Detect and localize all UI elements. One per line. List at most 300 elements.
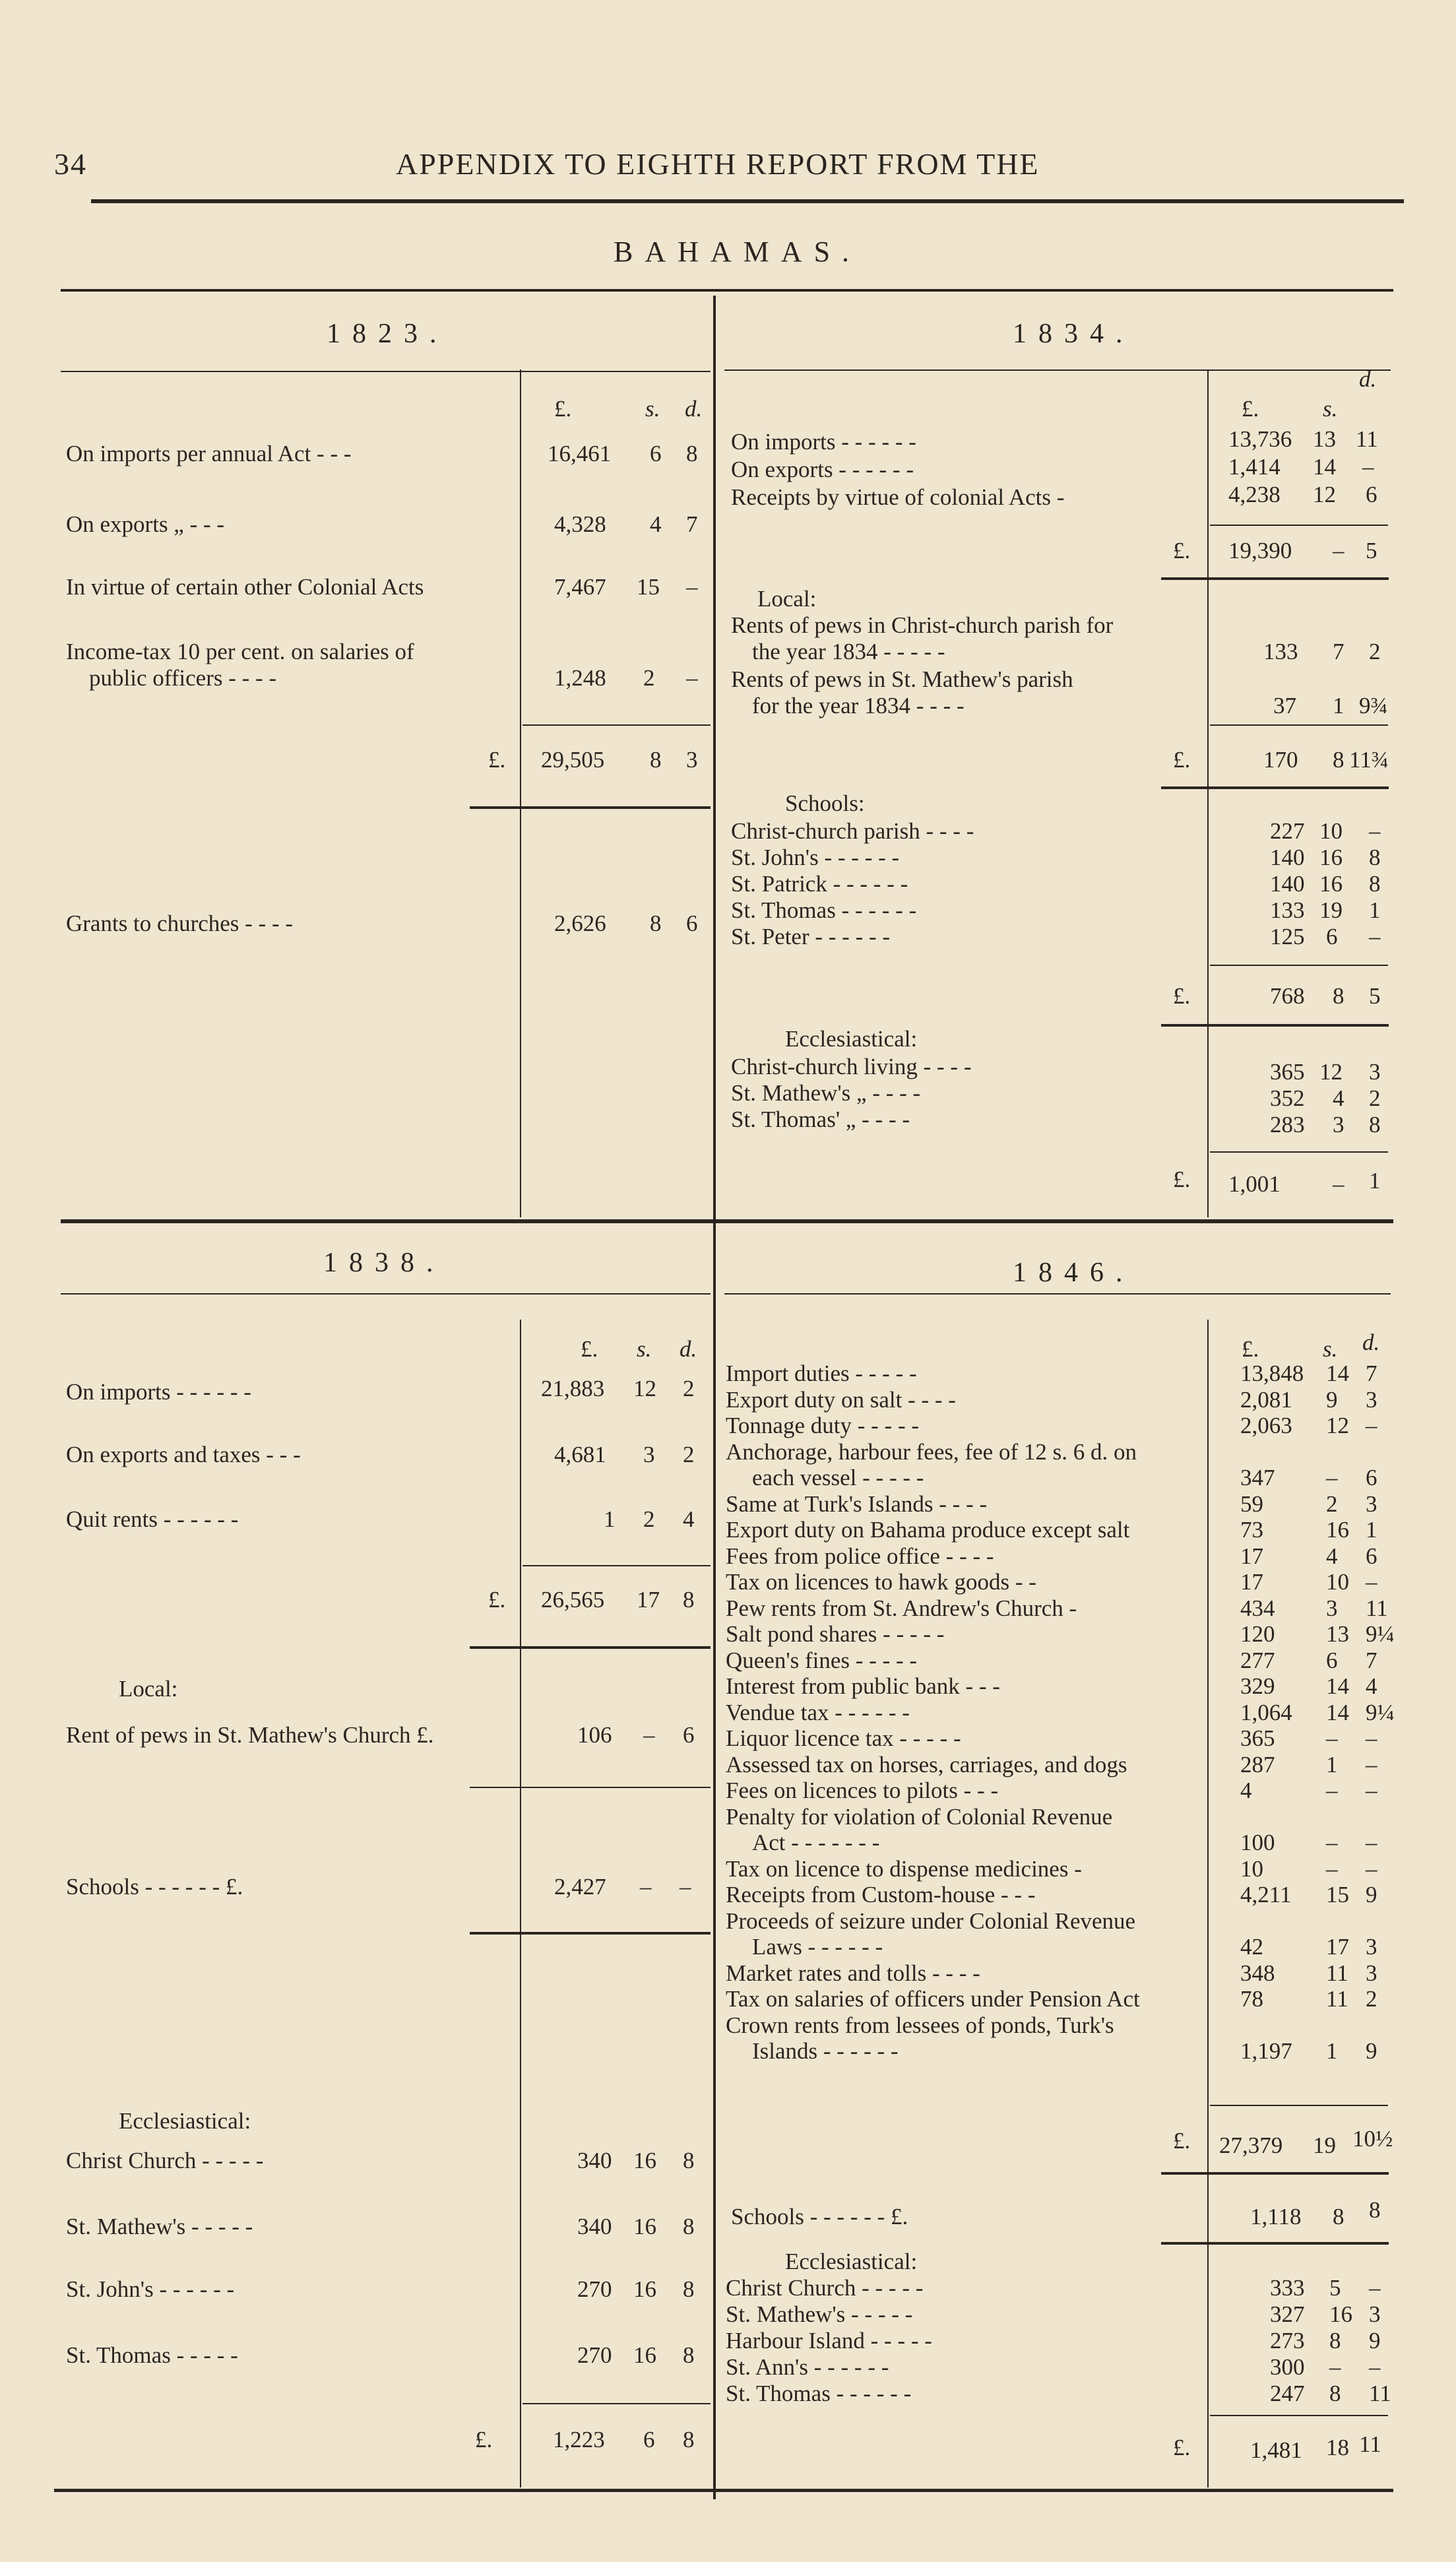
- row-1834-school-peter-s: 6: [1326, 924, 1338, 949]
- row-1846-pence: 9: [1366, 2038, 1377, 2064]
- local-1834-heading: Local:: [757, 586, 817, 612]
- row-1846-eccl-shillings: 8: [1329, 2328, 1341, 2354]
- center-divider: [713, 296, 716, 2499]
- row-1846-pence: 2: [1366, 1986, 1377, 2012]
- row-1846-pence: 3: [1366, 1960, 1377, 1986]
- row-1834-eccl-thomas-s: 3: [1333, 1112, 1345, 1137]
- row-1823-colonial: In virtue of certain other Colonial Acts: [66, 574, 424, 600]
- row-1846-label: Fees on licences to pilots - - -: [726, 1777, 999, 1803]
- year-1834-title: 1834.: [1013, 319, 1135, 349]
- row-1838-eccl-christ-s: 16: [633, 2148, 656, 2173]
- local-1838-heading: Local:: [119, 1676, 178, 1702]
- row-1838-imports-p: 21,883: [541, 1376, 605, 1401]
- row-1846-eccl-pounds: 247: [1270, 2381, 1305, 2406]
- year-1838-title: 1838.: [323, 1248, 445, 1278]
- row-1846-pounds: 17: [1240, 1543, 1263, 1569]
- row-1834-school-christ-p: 227: [1270, 818, 1305, 844]
- row-1823-colonial-p: 7,467: [554, 574, 606, 600]
- row-1846-pence: 1: [1366, 1517, 1377, 1543]
- row-1838-quitrents-d: 4: [683, 1506, 695, 1532]
- rule-1846-top: [724, 1293, 1391, 1295]
- row-1834-school-john-d: 8: [1369, 845, 1381, 870]
- row-1834-school-christ-d: –: [1369, 818, 1381, 844]
- local-1834-total-s: 8: [1333, 747, 1345, 773]
- row-1834-imports-p: 13,736: [1228, 426, 1292, 452]
- row-1838-eccl-thomas: St. Thomas - - - - -: [66, 2342, 238, 2368]
- row-1846-pence: –: [1366, 1569, 1377, 1595]
- row-1834-imports: On imports - - - - - -: [731, 429, 916, 455]
- bottom-rule: [54, 2489, 1393, 2492]
- row-1823-imports-d: 8: [686, 441, 698, 466]
- row-1823-imports-p: 16,461: [548, 441, 612, 466]
- eccl-1838-total-s: 6: [643, 2427, 655, 2452]
- row-1834-pews-christ: Rents of pews in Christ-church parish for: [731, 612, 1114, 638]
- row-1834-school-thomas: St. Thomas - - - - - -: [731, 897, 917, 923]
- row-1838-schools-d: –: [680, 1874, 691, 1900]
- total-1834-p: 19,390: [1228, 538, 1292, 563]
- row-1846-shillings: 16: [1326, 1517, 1349, 1543]
- row-1846-schools-s: 8: [1333, 2204, 1345, 2229]
- row-1846-pounds: 2,081: [1240, 1386, 1292, 1413]
- row-1846-schools: Schools - - - - - - £.: [731, 2204, 908, 2229]
- rule-1846-eccl: [1161, 2242, 1389, 2245]
- row-1823-income-tax-d: –: [686, 665, 698, 691]
- row-1846-label: Tonnage duty - - - - -: [726, 1413, 920, 1438]
- row-1846-shillings: 2: [1326, 1490, 1338, 1517]
- rule-1846-total: [1210, 2105, 1388, 2106]
- row-1823-exports-d: 7: [686, 511, 698, 537]
- row-1846-pounds: 120: [1240, 1621, 1275, 1647]
- eccl-1846-total-d: 11: [1359, 2431, 1381, 2457]
- row-1846-pounds: 2,063: [1240, 1413, 1292, 1438]
- eccl-1834-total-d: 1: [1369, 1168, 1381, 1194]
- row-1846-pounds: 1,064: [1240, 1699, 1292, 1725]
- section-rule: [61, 289, 1393, 292]
- row-1846-pence: 6: [1366, 1543, 1377, 1569]
- row-1823-exports-p: 4,328: [554, 511, 606, 537]
- row-1846-eccl-pounds: 300: [1270, 2354, 1305, 2380]
- row-1846-pounds: 277: [1240, 1647, 1275, 1673]
- row-1834-pews-mathew-s: 1: [1333, 693, 1345, 719]
- row-1834-pews-christ-s: 7: [1333, 639, 1345, 664]
- col-pence-1823: d.: [685, 396, 703, 422]
- row-1846-pounds: 59: [1240, 1490, 1263, 1517]
- row-1846-eccl-shillings: –: [1329, 2354, 1341, 2380]
- col-pounds-1823: £.: [554, 396, 572, 422]
- row-1846-pence: 9: [1366, 1882, 1377, 1907]
- row-1838-eccl-thomas-s: 16: [633, 2342, 656, 2368]
- row-1823-colonial-d: –: [686, 574, 698, 600]
- year-1823-title: 1823.: [327, 319, 449, 349]
- row-1846-shillings: –: [1326, 1830, 1338, 1855]
- total-1838-p: 26,565: [541, 1587, 605, 1613]
- row-1846-schools-p: 1,118: [1250, 2204, 1302, 2229]
- row-1846-pounds: 287: [1240, 1751, 1275, 1777]
- total-1823-label: £.: [488, 747, 506, 773]
- row-1834-school-peter-p: 125: [1270, 924, 1305, 949]
- row-1846-pence: –: [1366, 1855, 1377, 1882]
- col-pence-1834: d.: [1359, 366, 1377, 392]
- row-1834-school-christ: Christ-church parish - - - -: [731, 818, 974, 844]
- row-1823-income-tax-2: public officers - - - -: [89, 665, 277, 691]
- rule-1834-eccl-total: [1210, 1151, 1388, 1153]
- row-1834-exports-d: –: [1362, 454, 1374, 480]
- row-1838-exports: On exports and taxes - - -: [66, 1442, 301, 1467]
- col-pence-1846: d.: [1362, 1329, 1380, 1355]
- eccl-1846-total-p: 1,481: [1250, 2437, 1302, 2463]
- row-1834-eccl-thomas-d: 8: [1369, 1112, 1381, 1137]
- row-1838-exports-d: 2: [683, 1442, 695, 1467]
- row-1846-eccl-pounds: 327: [1270, 2301, 1305, 2327]
- year-1846-title: 1846.: [1013, 1258, 1135, 1288]
- row-1846-pounds: 329: [1240, 1673, 1275, 1699]
- row-1838-eccl-john: St. John's - - - - - -: [66, 2276, 235, 2302]
- row-1846-schools-d: 8: [1369, 2197, 1381, 2223]
- row-1834-eccl-thomas: St. Thomas' „ - - - -: [731, 1106, 910, 1132]
- row-1846-label: Proceeds of seizure under Colonial Revenue: [726, 1907, 1136, 1934]
- row-1838-pews-p: 106: [577, 1722, 612, 1748]
- row-1846-pence: –: [1366, 1413, 1377, 1438]
- row-1846-label: Vendue tax - - - - - -: [726, 1699, 910, 1725]
- rule-1823-total: [522, 724, 711, 726]
- rule-1834-total: [1210, 525, 1388, 526]
- row-1846-shillings: 9: [1326, 1386, 1338, 1413]
- row-1846-pence: –: [1366, 1725, 1377, 1751]
- row-1846-pounds: 100: [1240, 1830, 1275, 1855]
- row-1846-eccl-label: St. Mathew's - - - - -: [726, 2301, 913, 2327]
- row-1846-label: Import duties - - - - -: [726, 1361, 917, 1386]
- row-1834-pews-christ-p: 133: [1263, 639, 1298, 664]
- row-1834-colonial-d: 6: [1366, 482, 1377, 507]
- row-1846-shillings: 14: [1326, 1361, 1349, 1386]
- row-1846-shillings: 10: [1326, 1569, 1349, 1595]
- row-1846-shillings: –: [1326, 1855, 1338, 1882]
- row-1823-grants-p: 2,626: [554, 911, 606, 936]
- total-1823-s: 8: [650, 747, 662, 773]
- row-1834-eccl-mathew: St. Mathew's „ - - - -: [731, 1080, 921, 1106]
- row-1846-label: Queen's fines - - - - -: [726, 1647, 918, 1673]
- row-1846-pence: 3: [1366, 1490, 1377, 1517]
- eccl-1838-heading: Ecclesiastical:: [119, 2108, 251, 2134]
- col-pounds-1838: £.: [581, 1336, 598, 1362]
- row-1823-exports-s: 4: [650, 511, 662, 537]
- row-1846-eccl-pounds: 273: [1270, 2328, 1305, 2354]
- rule-1838-schools: [470, 1787, 711, 1788]
- row-1846-pounds: 434: [1240, 1595, 1275, 1621]
- row-1846-label: Market rates and tolls - - - -: [726, 1960, 980, 1986]
- row-1846-shillings: 1: [1326, 1751, 1338, 1777]
- eccl-1846-total-label: £.: [1173, 2435, 1191, 2460]
- schools-1834-heading: Schools:: [785, 790, 865, 816]
- row-1838-eccl-john-p: 270: [577, 2276, 612, 2302]
- row-1838-eccl-mathew-d: 8: [683, 2214, 695, 2239]
- row-1823-grants-d: 6: [686, 911, 698, 936]
- eccl-1834-heading: Ecclesiastical:: [785, 1026, 918, 1052]
- row-1838-pews-d: 6: [683, 1722, 695, 1748]
- row-1846-eccl-shillings: 8: [1329, 2381, 1341, 2406]
- row-1834-school-thomas-p: 133: [1270, 897, 1305, 923]
- row-1823-imports-s: 6: [650, 441, 662, 466]
- row-1838-quitrents: Quit rents - - - - - -: [66, 1506, 239, 1532]
- rule-1834-schools-total: [1210, 965, 1388, 966]
- row-1846-shillings: 15: [1326, 1882, 1349, 1907]
- header-rule: [91, 199, 1404, 203]
- eccl-1838-total-label: £.: [475, 2427, 493, 2452]
- row-1838-quitrents-p: 1: [604, 1506, 616, 1532]
- row-1846-label: Liquor licence tax - - - - -: [726, 1725, 961, 1751]
- row-1846-eccl-pounds: 333: [1270, 2275, 1305, 2301]
- row-1834-exports-p: 1,414: [1228, 454, 1281, 480]
- row-1834-colonial: Receipts by virtue of colonial Acts -: [731, 484, 1065, 510]
- rule-1846-schools: [1161, 2172, 1389, 2175]
- row-1846-label: Receipts from Custom-house - - -: [726, 1882, 1036, 1907]
- total-1846-d: 10½: [1352, 2126, 1393, 2152]
- row-1846-label: Salt pond shares - - - - -: [726, 1621, 945, 1647]
- row-1846-label: Crown rents from lessees of ponds, Turk's: [726, 2012, 1114, 2038]
- eccl-1838-total-d: 8: [683, 2427, 695, 2452]
- eccl-1834-total-p: 1,001: [1228, 1171, 1281, 1197]
- rule-1823-grants: [470, 806, 711, 809]
- row-1846-label: Assessed tax on horses, carriages, and dogs: [726, 1751, 1127, 1777]
- page-number: 34: [54, 147, 87, 181]
- row-1846-pence: 9¼: [1366, 1699, 1395, 1725]
- row-1838-exports-p: 4,681: [554, 1442, 606, 1467]
- row-1823-income-tax-s: 2: [643, 665, 655, 691]
- row-1834-school-patrick-s: 16: [1319, 871, 1343, 897]
- row-1846-label-cont: each vessel - - - - -: [752, 1465, 924, 1490]
- row-1834-pews-christ-d: 2: [1369, 639, 1381, 664]
- row-1834-school-christ-s: 10: [1319, 818, 1343, 844]
- rule-1834-schools: [1161, 786, 1389, 789]
- row-1846-label: Interest from public bank - - -: [726, 1673, 1000, 1699]
- rule-1838-eccl-total: [522, 2403, 711, 2404]
- col-shillings-1846: s.: [1323, 1336, 1338, 1362]
- rule-1834-local-total: [1210, 724, 1388, 726]
- row-1838-quitrents-s: 2: [643, 1506, 655, 1532]
- total-1846-p: 27,379: [1219, 2132, 1283, 2158]
- row-1838-eccl-mathew-p: 340: [577, 2214, 612, 2239]
- total-1846-s: 19: [1313, 2132, 1336, 2158]
- row-1846-eccl-shillings: 5: [1329, 2275, 1341, 2301]
- row-1846-shillings: 4: [1326, 1543, 1338, 1569]
- row-1846-pounds: 73: [1240, 1517, 1263, 1543]
- row-1846-pence: –: [1366, 1777, 1377, 1803]
- row-1834-school-thomas-d: 1: [1369, 897, 1381, 923]
- total-1834-label: £.: [1173, 538, 1191, 563]
- row-1846-pounds: 347: [1240, 1465, 1275, 1490]
- rule-1834-local: [1161, 577, 1389, 580]
- row-1834-pews-mathew: Rents of pews in St. Mathew's parish: [731, 666, 1073, 692]
- row-1823-exports: On exports „ - - -: [66, 511, 225, 537]
- row-1834-exports: On exports - - - - - -: [731, 457, 914, 482]
- left-money-divider-top: [520, 369, 521, 1217]
- rule-1838-eccl: [470, 1932, 711, 1935]
- col-pounds-1834: £.: [1242, 396, 1259, 422]
- local-1834-total-label: £.: [1173, 747, 1191, 773]
- row-1838-eccl-john-d: 8: [683, 2276, 695, 2302]
- row-1846-pence: 4: [1366, 1673, 1377, 1699]
- total-1838-d: 8: [683, 1587, 695, 1613]
- row-1834-pews-mathew-d: 9¾: [1359, 693, 1388, 719]
- row-1838-eccl-christ-d: 8: [683, 2148, 695, 2173]
- local-1834-total-d: 11¾: [1349, 747, 1389, 773]
- row-1834-pews-mathew-2: for the year 1834 - - - -: [752, 693, 965, 719]
- row-1834-school-patrick-d: 8: [1369, 871, 1381, 897]
- row-1834-imports-s: 13: [1313, 426, 1336, 452]
- total-1838-label: £.: [488, 1587, 506, 1613]
- running-title: APPENDIX TO EIGHTH REPORT FROM THE: [396, 147, 1040, 181]
- row-1846-pounds: 42: [1240, 1934, 1263, 1960]
- eccl-1846-total-s: 18: [1326, 2435, 1349, 2460]
- schools-1834-total-d: 5: [1369, 983, 1381, 1009]
- row-1846-eccl-pence: –: [1369, 2275, 1381, 2301]
- row-1846-shillings: 13: [1326, 1621, 1349, 1647]
- row-1846-pence: 3: [1366, 1934, 1377, 1960]
- schools-1834-total-label: £.: [1173, 983, 1191, 1009]
- row-1846-shillings: –: [1326, 1725, 1338, 1751]
- row-1846-label: Anchorage, harbour fees, fee of 12 s. 6 d. on: [726, 1438, 1137, 1465]
- row-1846-pence: 11: [1366, 1595, 1388, 1621]
- row-1846-pounds: 348: [1240, 1960, 1275, 1986]
- row-1834-school-john-p: 140: [1270, 845, 1305, 870]
- row-1846-pence: 3: [1366, 1386, 1377, 1413]
- row-1838-pews: Rent of pews in St. Mathew's Church £.: [66, 1722, 434, 1748]
- col-shillings-1823: s.: [645, 396, 660, 422]
- right-money-divider-bottom: [1207, 1320, 1209, 2487]
- row-1834-school-john: St. John's - - - - - -: [731, 845, 900, 870]
- row-1834-pews-mathew-p: 37: [1273, 693, 1296, 719]
- row-1838-eccl-thomas-p: 270: [577, 2342, 612, 2368]
- row-1834-eccl-christ: Christ-church living - - - -: [731, 1054, 972, 1079]
- eccl-1834-total-s: –: [1333, 1171, 1345, 1197]
- row-1846-eccl-label: Harbour Island - - - - -: [726, 2328, 932, 2354]
- row-1846-label: Pew rents from St. Andrew's Church -: [726, 1595, 1077, 1621]
- col-shillings-1838: s.: [637, 1336, 652, 1362]
- row-1838-imports-d: 2: [683, 1376, 695, 1401]
- row-1846-pounds: 78: [1240, 1986, 1263, 2012]
- row-1834-eccl-christ-d: 3: [1369, 1059, 1381, 1085]
- row-1846-eccl-label: St. Thomas - - - - - -: [726, 2381, 912, 2406]
- row-1846-eccl-label: St. Ann's - - - - - -: [726, 2354, 889, 2380]
- row-1834-school-peter-d: –: [1369, 924, 1381, 949]
- row-1846-eccl-pence: 11: [1369, 2381, 1391, 2406]
- row-1834-eccl-mathew-p: 352: [1270, 1085, 1305, 1111]
- row-1834-eccl-christ-s: 12: [1319, 1059, 1343, 1085]
- row-1823-income-tax: Income-tax 10 per cent. on salaries of: [66, 639, 414, 664]
- mid-rule: [61, 1219, 1393, 1223]
- row-1846-shillings: 14: [1326, 1673, 1349, 1699]
- row-1846-shillings: 1: [1326, 2038, 1338, 2064]
- row-1846-label-cont: Act - - - - - - -: [752, 1830, 880, 1855]
- row-1838-schools: Schools - - - - - - £.: [66, 1874, 243, 1900]
- row-1838-schools-s: –: [640, 1874, 652, 1900]
- rule-1834-top: [724, 369, 1391, 371]
- rule-1846-eccl-total: [1210, 2415, 1388, 2416]
- row-1846-pounds: 17: [1240, 1569, 1263, 1595]
- row-1846-pounds: 4: [1240, 1777, 1252, 1803]
- row-1838-imports-s: 12: [633, 1376, 656, 1401]
- row-1834-school-john-s: 16: [1319, 845, 1343, 870]
- row-1846-pence: 7: [1366, 1647, 1377, 1673]
- row-1838-eccl-thomas-d: 8: [683, 2342, 695, 2368]
- row-1846-shillings: 11: [1326, 1960, 1348, 1986]
- row-1846-label-cont: Laws - - - - - -: [752, 1934, 883, 1960]
- row-1834-school-thomas-s: 19: [1319, 897, 1343, 923]
- row-1834-eccl-mathew-d: 2: [1369, 1085, 1381, 1111]
- row-1834-colonial-p: 4,238: [1228, 482, 1281, 507]
- row-1838-eccl-john-s: 16: [633, 2276, 656, 2302]
- row-1846-label: Export duty on salt - - - -: [726, 1386, 956, 1413]
- left-money-divider-bottom: [520, 1320, 521, 2487]
- row-1846-pence: –: [1366, 1830, 1377, 1855]
- total-1834-d: 5: [1366, 538, 1377, 563]
- row-1838-eccl-mathew: St. Mathew's - - - - -: [66, 2214, 253, 2239]
- row-1846-pence: 7: [1366, 1361, 1377, 1386]
- col-pounds-1846: £.: [1242, 1336, 1259, 1362]
- row-1846-shillings: 6: [1326, 1647, 1338, 1673]
- row-1846-label: Tax on licence to dispense medicines -: [726, 1855, 1082, 1882]
- schools-1834-total-p: 768: [1270, 983, 1305, 1009]
- row-1846-eccl-pence: –: [1369, 2354, 1381, 2380]
- row-1834-school-patrick-p: 140: [1270, 871, 1305, 897]
- row-1846-pence: –: [1366, 1751, 1377, 1777]
- row-1846-eccl-label: Christ Church - - - - -: [726, 2275, 924, 2301]
- row-1846-label: Tax on licences to hawk goods - -: [726, 1569, 1036, 1595]
- rule-1834-eccl: [1161, 1024, 1389, 1027]
- row-1834-pews-christ-2: the year 1834 - - - - -: [752, 639, 945, 664]
- row-1834-exports-s: 14: [1313, 454, 1336, 480]
- row-1823-grants-s: 8: [650, 911, 662, 936]
- row-1846-pounds: 365: [1240, 1725, 1275, 1751]
- row-1834-school-patrick: St. Patrick - - - - - -: [731, 871, 908, 897]
- rule-1838-top: [61, 1293, 711, 1295]
- row-1846-eccl-shillings: 16: [1329, 2301, 1352, 2327]
- row-1834-school-peter: St. Peter - - - - - -: [731, 924, 891, 949]
- row-1846-shillings: 3: [1326, 1595, 1338, 1621]
- total-1838-s: 17: [637, 1587, 660, 1613]
- total-1846-label: £.: [1173, 2128, 1191, 2154]
- total-1823-d: 3: [686, 747, 698, 773]
- row-1838-exports-s: 3: [643, 1442, 655, 1467]
- row-1846-shillings: –: [1326, 1465, 1338, 1490]
- schools-1834-total-s: 8: [1333, 983, 1345, 1009]
- row-1846-shillings: –: [1326, 1777, 1338, 1803]
- row-1823-colonial-s: 15: [637, 574, 660, 600]
- row-1846-label: Tax on salaries of officers under Pension Act: [726, 1986, 1140, 2012]
- row-1823-imports: On imports per annual Act - - -: [66, 441, 352, 466]
- row-1846-label-cont: Islands - - - - - -: [752, 2038, 899, 2064]
- row-1838-pews-s: –: [643, 1722, 655, 1748]
- row-1846-label: Fees from police office - - - -: [726, 1543, 994, 1569]
- section-title: BAHAMAS.: [614, 236, 862, 268]
- eccl-1834-total-label: £.: [1173, 1167, 1191, 1192]
- rule-1823-top: [61, 371, 711, 372]
- row-1838-eccl-christ: Christ Church - - - - -: [66, 2148, 264, 2173]
- row-1823-income-tax-p: 1,248: [554, 665, 606, 691]
- local-1834-total-p: 170: [1263, 747, 1298, 773]
- row-1838-eccl-christ-p: 340: [577, 2148, 612, 2173]
- col-pence-1838: d.: [680, 1336, 697, 1362]
- row-1834-eccl-christ-p: 365: [1270, 1059, 1305, 1085]
- row-1846-label: Penalty for violation of Colonial Revenue: [726, 1803, 1113, 1830]
- right-money-divider-top: [1207, 369, 1209, 1217]
- row-1838-eccl-mathew-s: 16: [633, 2214, 656, 2239]
- row-1846-pounds: 13,848: [1240, 1361, 1304, 1386]
- row-1838-schools-p: 2,427: [554, 1874, 606, 1900]
- row-1846-pence: 9¼: [1366, 1621, 1395, 1647]
- row-1846-label: Same at Turk's Islands - - - -: [726, 1490, 988, 1517]
- rule-1838-total: [522, 1565, 711, 1566]
